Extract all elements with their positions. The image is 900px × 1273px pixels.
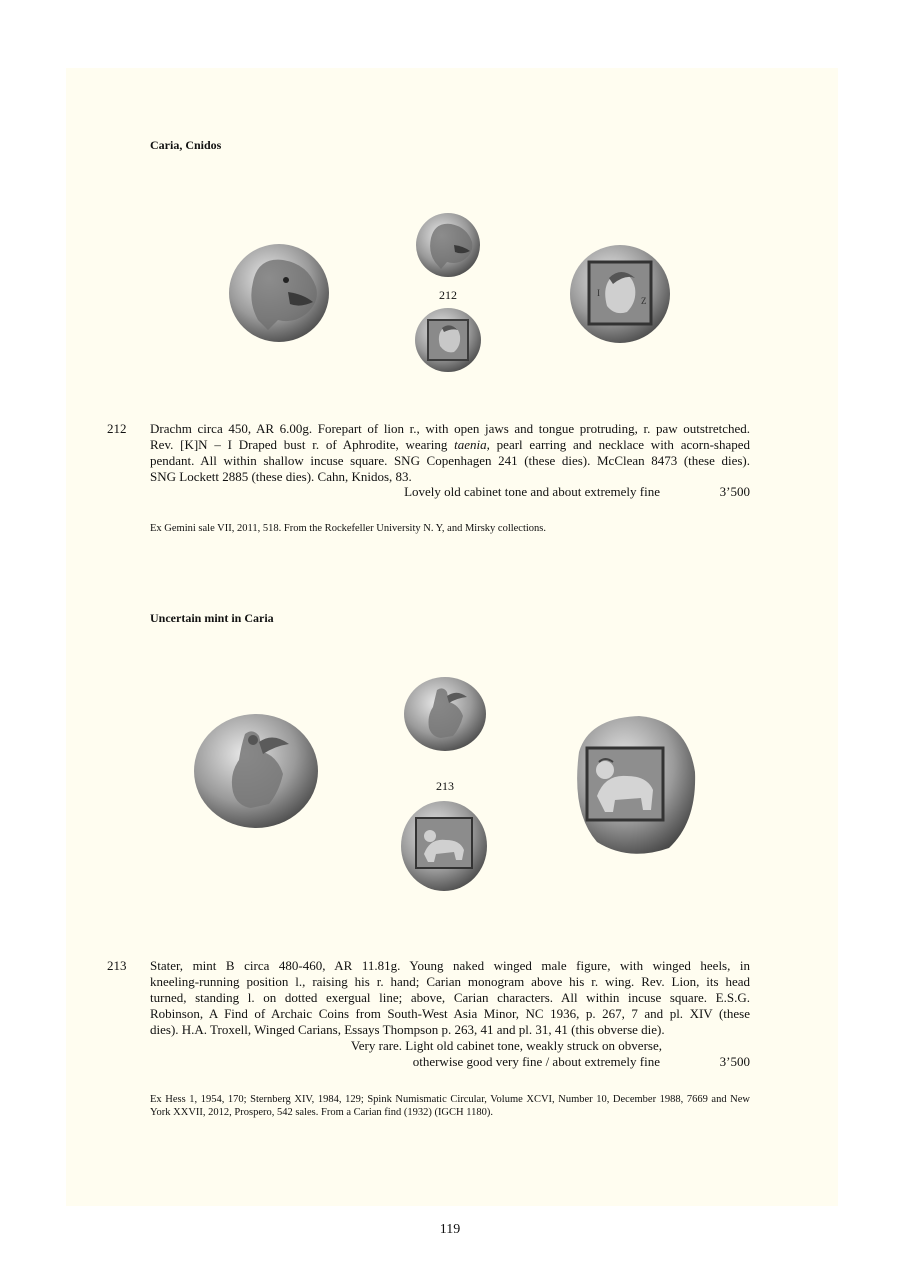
lot-213-condition-line-1: Very rare. Light old cabinet tone, weakly struck on obverse, bbox=[350, 1038, 662, 1053]
lot-213-description bbox=[150, 958, 750, 1038]
coin-212-reverse-small-image bbox=[414, 306, 482, 374]
lot-number-213: 213 bbox=[107, 958, 127, 973]
lot-213-description-line: kneeling-running position l., raising his r. hand; Carian monogram above his r. wing. Rev. Lion, its head bbox=[150, 974, 750, 989]
lot-number-212: 212 bbox=[107, 421, 127, 436]
section-heading-caria-cnidos: Caria, Cnidos bbox=[150, 138, 222, 152]
coin-212-image-label: 212 bbox=[439, 288, 457, 302]
lot-212-provenance: Ex Gemini sale VII, 2011, 518. From the Rockefeller University N. Y, and Mirsky collections. bbox=[150, 523, 547, 534]
svg-text:I: I bbox=[597, 288, 600, 298]
lot-213-description-line: Stater, mint B circa 480-460, AR 11.81g. Young naked winged male figure, with winged heels, in bbox=[150, 958, 750, 973]
page-number: 119 bbox=[439, 1222, 461, 1237]
lot-212-price: 3’500 bbox=[719, 484, 750, 499]
lot-213-description-line: turned, standing l. on dotted exergual line; above, Carian characters. All within incuse square. E.S.G. bbox=[150, 990, 750, 1005]
coin-213-obverse-large-image bbox=[193, 712, 319, 830]
coin-213-reverse-small-image bbox=[400, 800, 488, 892]
lot-213-condition-line-2: otherwise good very fine / about extremely fine bbox=[412, 1054, 660, 1069]
coin-213-image-label: 213 bbox=[436, 779, 454, 793]
coin-212-reverse-large-image bbox=[569, 244, 671, 344]
lot-213-price: 3’500 bbox=[719, 1054, 750, 1069]
lot-212-description-line: Rev. [K]N – I Draped bust r. of Aphrodite, wearing taenia, pearl earring and necklace with acorn-shaped bbox=[150, 437, 750, 452]
lot-212-description-line: SNG Lockett 2885 (these dies). Cahn, Knidos, 83. bbox=[150, 469, 412, 484]
lot-212-description-line: Drachm circa 450, AR 6.00g. Forepart of lion r., with open jaws and tongue protruding, r. paw outstretched. bbox=[150, 421, 750, 436]
lot-213-description-line: dies). H.A. Troxell, Winged Carians, Essays Thompson p. 263, 41 and pl. 31, 41 (this obverse die). bbox=[150, 1022, 665, 1037]
coin-213-reverse-large-image bbox=[569, 712, 699, 858]
section-heading-uncertain-mint-caria: Uncertain mint in Caria bbox=[150, 611, 274, 625]
lot-212-description bbox=[150, 421, 750, 485]
lot-213-provenance: Ex Hess 1, 1954, 170; Sternberg XIV, 1984, 129; Spink Numismatic Circular, Volume XCVI, Number 10, December 1988, 7669 and New York XXVII, 2012, Prospero, 542 sales. From a Carian find (1932) (IGCH 1180). bbox=[150, 1094, 750, 1118]
coin-212-obverse-large-image bbox=[228, 242, 330, 344]
lot-213-description-line: Robinson, A Find of Archaic Coins from South-West Asia Minor, NC 1936, p. 267, 7 and pl. XIV (these bbox=[150, 1006, 750, 1021]
lot-212-description-line: pendant. All within shallow incuse square. SNG Copenhagen 241 (these dies). McClean 8473 (these dies). bbox=[150, 453, 750, 468]
coin-213-obverse-small-image bbox=[403, 676, 487, 752]
coin-212-obverse-small-image bbox=[415, 212, 481, 278]
lot-212-condition: Lovely old cabinet tone and about extremely fine bbox=[404, 484, 660, 499]
svg-text:Z: Z bbox=[641, 296, 647, 306]
